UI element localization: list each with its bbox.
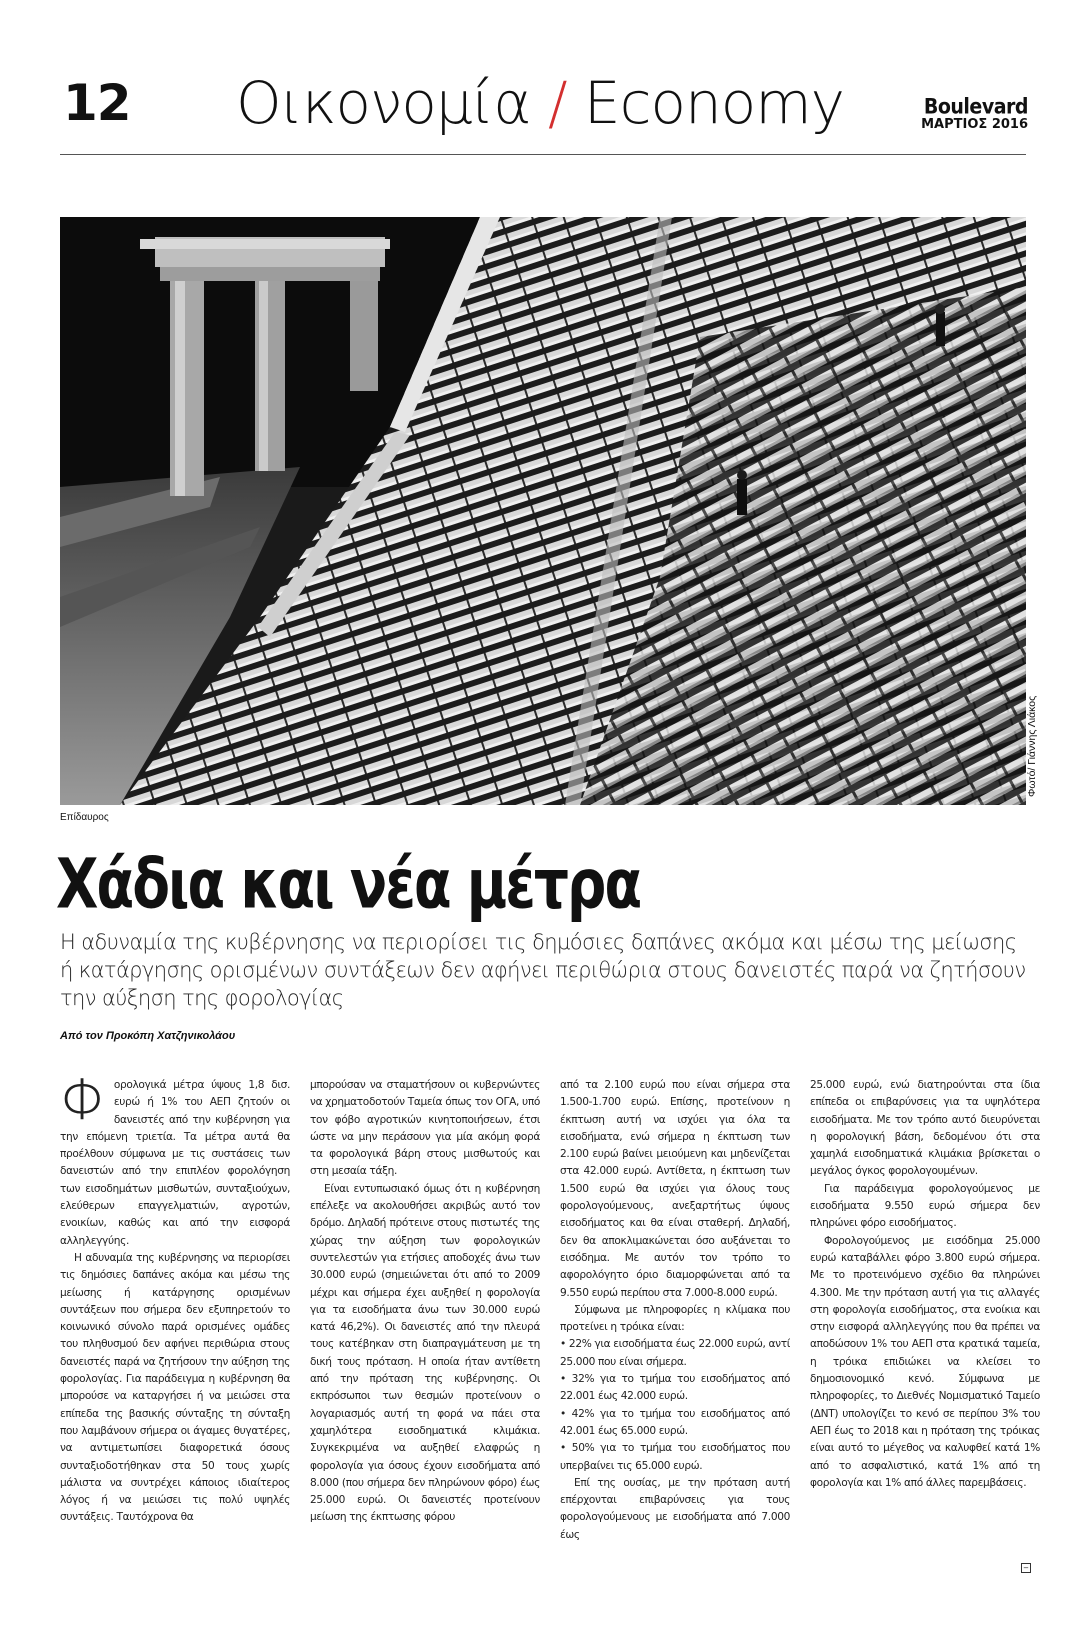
section-title-greek: Οικονομία <box>235 69 531 137</box>
issue-date: ΜΑΡΤΙΟΣ 2016 <box>921 117 1028 132</box>
brand-name: Boulevard <box>923 94 1028 120</box>
paragraph: Φορολογικά μέτρα ύψους 1,8 δισ. ευρώ ή 1% του ΑΕΠ ζητούν οι δανειστές από την κυβέρνηση για την επόμενη τριετία. Τα μέτρα αυτά θα προέλθουν σύμφωνα με τις συστάσεις των δανειστών από την επιπλέον φορολόγηση των εισοδημάτων μισθωτών, συνταξιούχων, ελεύθερων επαγγελματιών, αγροτών, ενοικίων, καθώς και από την εισφορά αλληλεγγύης. <box>60 1077 290 1247</box>
photo-caption: Επίδαυρος <box>60 812 109 823</box>
paragraph: Φορολογούμενος με εισόδημα 25.000 ευρώ καταβάλλει φόρο 3.800 ευρώ σήμερα. Με το προτεινόμενο σχέδιο θα πληρώνει 4.300. Με την πρόταση αυτή για τις αλλαγές στη φορολογία εισοδήματος, στα ενοίκια και στην εισφορά αλληλεγγύης που θα πρέπει να αποδώσουν 1% του ΑΕΠ στα κρατικά ταμεία, η τρόικα επιδιώκει να κλείσει το δημοσιονομικό κενό. Σύμφωνα με πληροφορίες, το Διεθνές Νομισματικό Ταμείο (ΔΝΤ) υπολογίζει το κενό σε περίπου 3% του ΑΕΠ έως το 2018 και η πρόταση της τρόικας είναι αυτό το μέγεθος να καλυφθεί κατά 1% από το ασφαλιστικό, κατά 1% από τη φορολογία και 1% από άλλες παρεμβάσεις. <box>810 1234 1040 1489</box>
article-column-2 <box>310 1077 540 1577</box>
paragraph: Επί της ουσίας, με την πρόταση αυτή επέρχονται επιβαρύνσεις για τους φορολογούμενους με εισοδήματα από 7.000 έως <box>560 1476 790 1541</box>
list-item: • 22% για εισοδήματα έως 22.000 ευρώ, αντί 25.000 που είναι σήμερα. <box>560 1338 790 1368</box>
drop-cap: Φ <box>60 1077 108 1133</box>
article-column-1 <box>60 1077 290 1577</box>
paragraph: μπορούσαν να σταματήσουν οι κυβερνώντες να χρηματοδοτούν Ταμεία όπως τον ΟΓΑ, υπό τον φόβο αγροτικών κινητοποιήσεων, έτσι ώστε να μην περάσουν για μία ακόμη φορά τα φορολογικά βάρη στους μισθωτούς και στη μεσαία τάξη. <box>310 1079 540 1178</box>
paragraph: από τα 2.100 ευρώ που είναι σήμερα στα 1.500-1.700 ευρώ. Επίσης, προτείνουν η έκπτωση αυτή να ισχύει για όλα τα εισοδήματα, ενώ σήμερα η έκπτωση των 2.100 ευρώ βαίνει μειούμενη και μηδενίζεται στα 42.000 ευρώ. Αντίθετα, η έκπτωση των 1.500 ευρώ θα ισχύει για όλους τους φορολογούμενους, ανεξαρτήτως ύψους εισοδήματος και θα είναι σταθερή. Δηλαδή, δεν θα αποκλιμακώνεται όσο αυξάνεται το εισόδημα. Με αυτόν τον τρόπο το αφορολόγητο όριο διαμορφώνεται από τα 9.550 ευρώ περίπου στα 7.000-8.000 ευρώ. <box>560 1079 790 1299</box>
article-column-4 <box>810 1077 1040 1577</box>
article-column-3 <box>560 1077 790 1577</box>
paragraph: Για παράδειγμα φορολογούμενος με εισοδήματα 9.550 ευρώ σήμερα δεν πληρώνει φόρο εισοδήματος. <box>810 1182 1040 1230</box>
article-end-icon: – <box>1021 1563 1031 1573</box>
article-photo <box>60 217 1026 805</box>
header-divider <box>60 154 1026 155</box>
page-number: 12 <box>63 74 131 132</box>
list-item: • 42% για το τμήμα του εισοδήματος από 42.001 έως 65.000 ευρώ. <box>560 1407 790 1437</box>
masthead-brand <box>921 94 1028 132</box>
section-title-english: Economy <box>583 69 845 137</box>
paragraph: 25.000 ευρώ, ενώ διατηρούνται στα ίδια επίπεδα οι επιβαρύνσεις για τα υψηλότερα εισοδήματα. Με τον τρόπο αυτό διευρύνεται η φορολογική βάση, δεδομένου ότι στα χαμηλά εισοδηματικά κλιμάκια βρίσκεται ο μεγάλος όγκος φορολογουμένων. <box>810 1079 1040 1178</box>
article-byline: Από τον Προκόπη Χατζηνικολάου <box>60 1030 236 1042</box>
article-headline: Χάδια και νέα μέτρα <box>56 843 641 924</box>
paragraph: Είναι εντυπωσιακό όμως ότι η κυβέρνηση επέλεξε να ακολουθήσει ακριβώς αυτό τον δρόμο. Δηλαδή πρότεινε στους πιστωτές της χώρας την αύξηση των φορολογικών συντελεστών για ετήσιες αποδοχές άνω των 30.000 ευρώ (σημειώνεται ότι από το 2009 μέχρι και σήμερα έχει αυξηθεί η φορολογία για τα εισοδήματα άνω των 30.000 ευρώ κατά 46,2%). Οι δανειστές από την πλευρά τους κατέβηκαν στη διαπραγμάτευση με τη δική τους πρόταση. Η οποία ήταν αντίθετη από την πρόταση της κυβέρνησης. Οι εκπρόσωποι των θεσμών προτείνουν ο λογαριασμός αυτή τη φορά να πάει στα χαμηλότερα εισοδηματικά κλιμάκια. Συγκεκριμένα να αυξηθεί ελαφρώς η φορολογία για όσους έχουν εισοδήματα από 8.000 (που σήμερα δεν πληρώνουν φόρο) έως 25.000 ευρώ. Οι δανειστές προτείνουν μείωση της έκπτωσης φόρου <box>310 1182 540 1524</box>
list-item: • 32% για το τμήμα του εισοδήματος από 22.001 έως 42.000 ευρώ. <box>560 1373 790 1403</box>
paragraph: Η αδυναμία της κυβέρνησης να περιορίσει τις δημόσιες δαπάνες ακόμα και μέσω της μείωσης ή κατάργησης ορισμένων συντάξεων που σήμερα δεν εξυπηρετούν το κοινωνικό σύνολο παρά ορισμένες ομάδες του πληθυσμού δεν αφήνει περιθώρια στους δανειστές παρά να ζητήσουν την αύξηση της φορολογίας. Για παράδειγμα η κυβέρνηση θα μπορούσε να καταργήσει ή να μειώσει στα επίπεδα της βασικής σύνταξης τη σύνταξη που λαμβάνουν σήμερα οι άγαμες θυγατέρες, να αντιμετωπίσει διαφορετικά όσους συνταξιοδοτήθηκαν στα 50 τους χωρίς μάλιστα να συντρέχει κάποιος ιδιαίτερος λόγος ή να μειώσει τις πολύ υψηλές συντάξεις. Ταυτόχρονα θα <box>60 1251 290 1524</box>
section-slash: / <box>547 69 567 137</box>
photo-credit: Φωτό/ Γιάννης Λιάκος <box>1026 695 1038 797</box>
list-item: • 50% για το τμήμα του εισοδήματος που υπερβαίνει τις 65.000 ευρώ. <box>560 1442 790 1472</box>
article-subtitle: Η αδυναμία της κυβέρνησης να περιορίσει τις δημόσιες δαπάνες ακόμα και μέσω της μείωσης ή κατάργησης ορισμένων συντάξεων δεν αφήνει περιθώρια στους δανειστές παρά να ζητήσουν την αύξηση της φορολογίας <box>60 930 1026 1010</box>
paragraph: Σύμφωνα με πληροφορίες η κλίμακα που προτείνει η τρόικα είναι: <box>560 1303 790 1334</box>
section-title <box>0 69 1080 137</box>
